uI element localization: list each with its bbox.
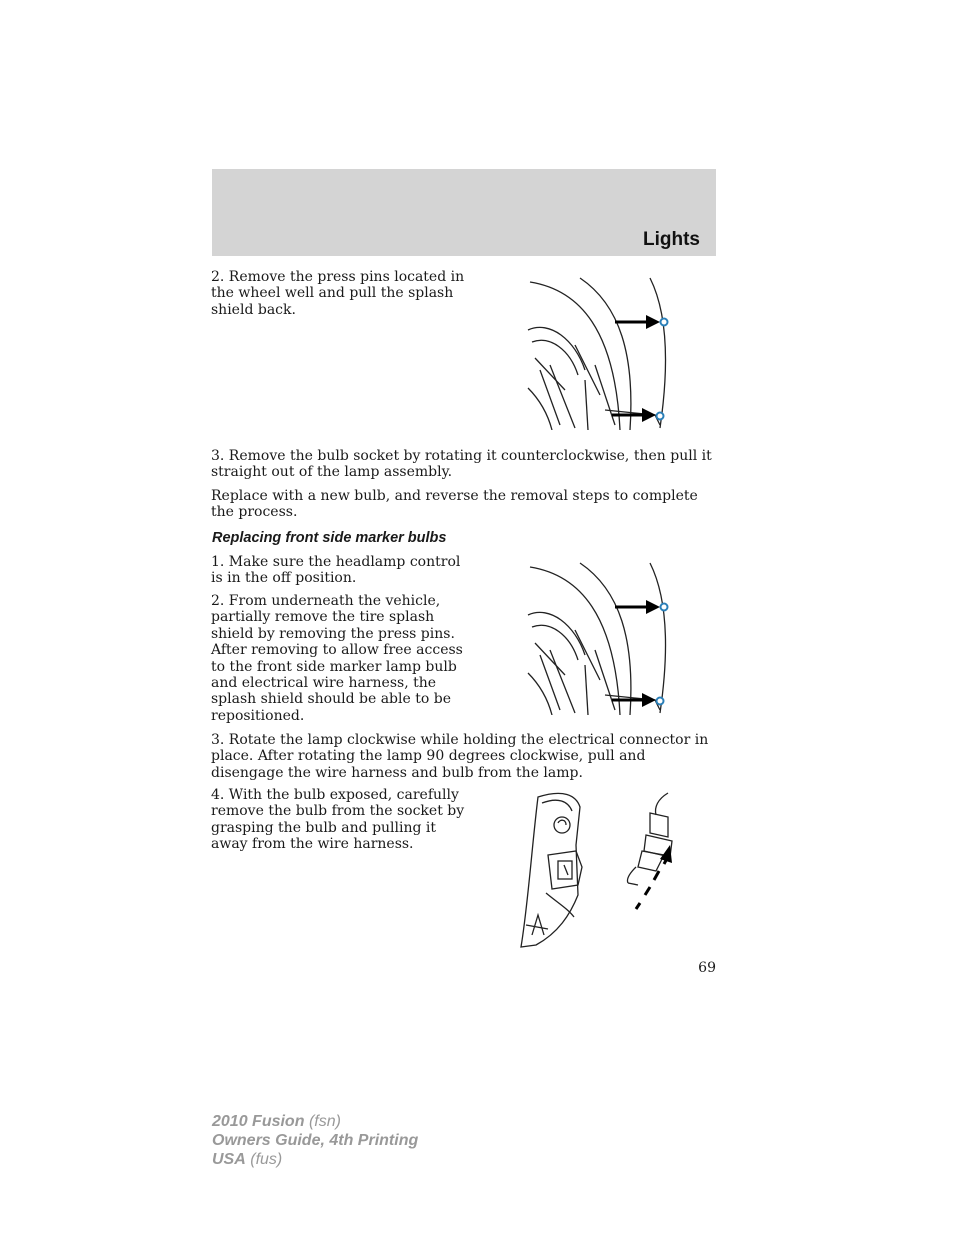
footer-region: USA	[212, 1151, 246, 1168]
footer-model-line	[212, 1112, 418, 1131]
section-title: Lights	[643, 229, 700, 250]
step-remove-bulb-socket: 3. Remove the bulb socket by rotating it counterclockwise, then pull it straight out of the lamp assembly.	[211, 448, 712, 481]
subheading-front-side-marker: Replacing front side marker bulbs	[212, 530, 447, 546]
marker-step-3: 3. Rotate the lamp clockwise while holding the electrical connector in place. After rotating the lamp 90 degrees clockwise, pull and disengage the wire harness and bulb from the lamp.	[211, 732, 709, 781]
footer-guide: Owners Guide, 4th Printing	[212, 1132, 419, 1149]
replace-bulb-note: Replace with a new bulb, and reverse the removal steps to complete the process.	[211, 488, 698, 521]
footer-model-code: (fsn)	[308, 1113, 341, 1130]
marker-step-4: 4. With the bulb exposed, carefully remove the bulb from the socket by grasping the bulb and pulling it away from the wire harness.	[211, 787, 465, 853]
marker-step-1: 1. Make sure the headlamp control is in the off position.	[211, 554, 461, 587]
tire-splash-shield-illustration	[520, 555, 680, 715]
wheel-well-press-pins-illustration	[520, 270, 680, 430]
marker-step-2: 2. From underneath the vehicle, partially remove the tire splash shield by removing the press pins. After removing to allow free access to the front side marker lamp bulb and electrical wire harness, the splash shield should be able to be repositioned.	[211, 593, 463, 724]
page-number: 69	[698, 960, 716, 976]
section-header-band	[212, 169, 716, 256]
side-marker-lamp-bulb-illustration	[518, 785, 693, 950]
footer-model: 2010 Fusion	[212, 1113, 305, 1130]
footer-region-line	[212, 1150, 418, 1169]
step-remove-press-pins: 2. Remove the press pins located in the wheel well and pull the splash shield back.	[211, 269, 465, 318]
footer-region-code: (fus)	[250, 1151, 283, 1168]
document-footer	[212, 1112, 418, 1169]
